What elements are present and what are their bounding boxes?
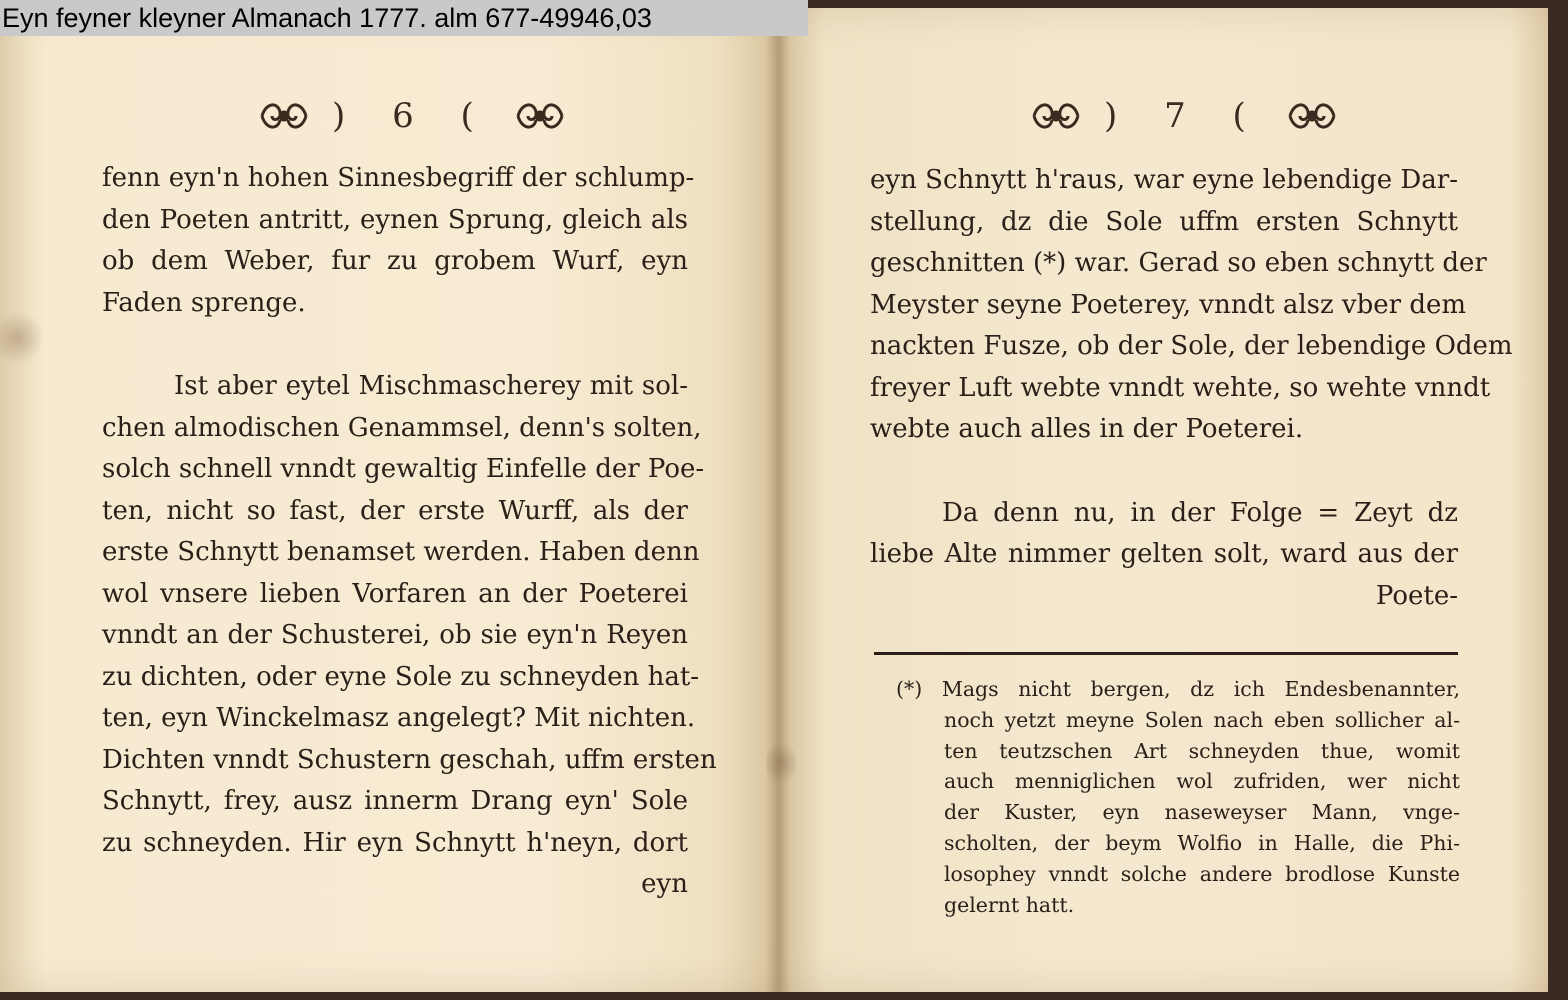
left-page-header — [258, 96, 566, 136]
text-line: webte auch alles in der Poeterei. — [870, 414, 1304, 444]
catchword: eyn — [641, 869, 688, 899]
text-line: solch schnell vnndt gewaltig Einfelle der Poe‐ — [102, 454, 705, 484]
text-line: Faden sprenge. — [102, 287, 306, 318]
footnote-line: scholten, der beym Wolfio in Halle, die Phi‐ — [944, 830, 1460, 855]
text-line: liebe Alte nimmer gelten solt, ward aus der — [870, 539, 1458, 569]
footnote-line: der Kuster, eyn naseweyser Mann, vnge‐ — [944, 800, 1460, 825]
footnote-rule — [874, 652, 1458, 655]
text-line: Meyster seyne Poeterey, vnndt alsz vber dem — [870, 289, 1467, 320]
text-line: Dichten vnndt Schustern geschah, uffm ersten — [102, 744, 717, 775]
ornament-fleuron-icon — [1030, 98, 1082, 134]
window-title: Eyn feyner kleyner Almanach 1777. alm 677-49946,03 — [0, 0, 808, 36]
right-page-text — [870, 160, 1513, 617]
right-page-header — [1030, 96, 1338, 136]
footnote-line: auch menniglichen wol zufriden, wer nicht — [944, 769, 1460, 794]
text-line: erste Schnytt benamset werden. Haben denn — [102, 537, 700, 567]
left-page-text — [102, 158, 717, 906]
text-line: den Poeten antritt, eynen Sprung, gleich als — [102, 204, 688, 235]
ornament-fleuron-icon — [514, 98, 566, 134]
footnote — [896, 674, 1460, 920]
text-line: ob dem Weber, fur zu grobem Wurf, eyn — [102, 246, 688, 276]
page-number: ) 6 ( — [332, 96, 492, 136]
text-line: zu schneyden. Hir eyn Schnytt h'neyn, dort — [102, 827, 688, 858]
text-line: eyn Schnytt h'raus, war eyne lebendige Dar‐ — [870, 165, 1458, 195]
text-line: Schnytt, frey, ausz innerm Drang eyn' Sole — [102, 786, 688, 816]
footnote-line: (*) Mags nicht bergen, dz ich Endesbenannter, — [896, 677, 1460, 701]
text-line: ten, eyn Winckelmasz angelegt? Mit nichten. — [102, 703, 696, 733]
catchword: Poete‐ — [1375, 580, 1458, 611]
text-line: chen almodischen Genammsel, denn's solten, — [102, 412, 702, 443]
paragraph — [102, 158, 695, 324]
ornament-fleuron-icon — [258, 98, 310, 134]
footnote-line: losophey vnndt solche andere brodlose Kunste — [944, 861, 1460, 886]
footnote-marker: (*) — [896, 677, 923, 701]
text-line: ten, nicht so fast, der erste Wurff, als der — [102, 495, 688, 526]
text-line: fenn eyn'n hohen Sinnesbegriff der schlump‐ — [102, 163, 695, 193]
text-line: wol vnsere lieben Vorfaren an der Poeterei — [102, 578, 688, 609]
paragraph — [870, 493, 1458, 576]
text-line: vnndt an der Schusterei, ob sie eyn'n Reyen — [102, 620, 688, 650]
text-line: geschnitten (*) war. Gerad so eben schnytt der — [870, 248, 1487, 278]
text-line: Da denn nu, in der Folge = Zeyt dz — [942, 497, 1458, 528]
text-line: nackten Fusze, ob der Sole, der lebendige Odem — [870, 331, 1513, 361]
page-number: ) 7 ( — [1104, 96, 1264, 136]
text-line: stellung, dz die Sole uffm ersten Schnytt — [870, 206, 1458, 237]
text-line: zu dichten, oder eyne Sole zu schneyden hat‐ — [102, 661, 700, 692]
paper-stain — [0, 308, 42, 368]
footnote-line: gelernt hatt. — [944, 892, 1075, 917]
ornament-fleuron-icon — [1286, 98, 1338, 134]
text-line: freyer Luft webte vnndt wehte, so wehte vnndt — [870, 372, 1491, 403]
paragraph — [870, 160, 1513, 451]
text-line: Ist aber eytel Mischmascherey mit sol‐ — [174, 371, 688, 401]
footnote-line: ten teutzschen Art schneyden thue, womit — [944, 738, 1460, 763]
footnote-line: noch yetzt meyne Solen nach eben sollicher al‐ — [944, 707, 1460, 732]
paragraph — [102, 366, 717, 864]
book-gutter — [766, 8, 790, 992]
